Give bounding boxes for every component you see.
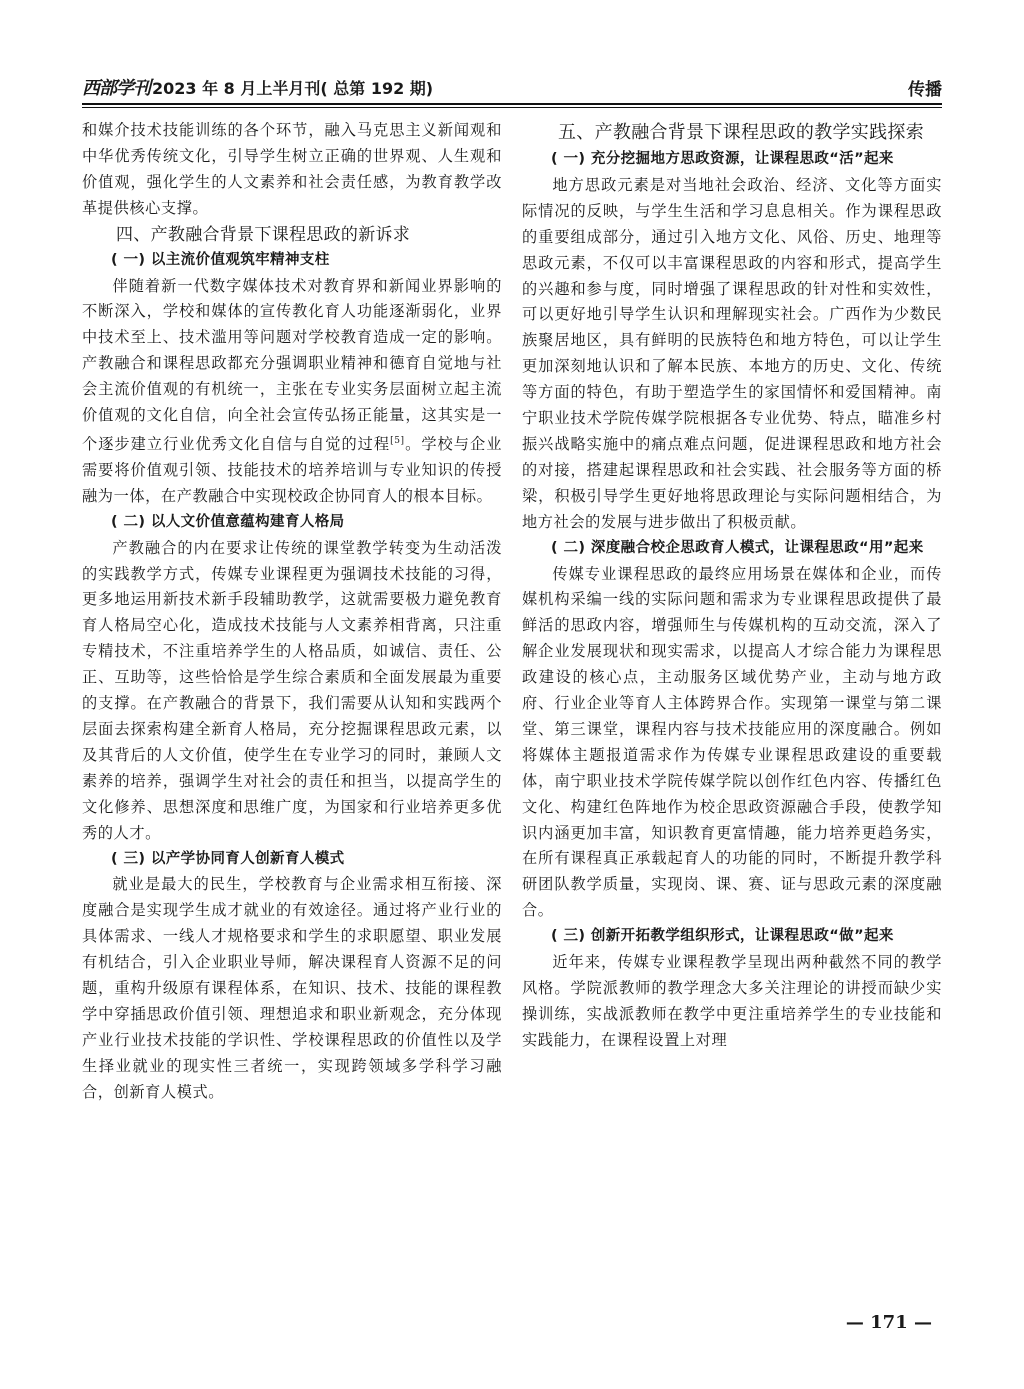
paragraph-text: 伴随着新一代数字媒体技术对教育界和新闻业界影响的不断深入，学校和媒体的宣传教化育人功能逐渐弱化，业界中技术至上、技术滥用等问题对学校教育造成一定的影响。产教融合和课程思政都充分强调职业精神和德育自觉地与社会主流价值观的有机统一，主张在专业实务层面树立起主流价值观的文化自信，向全社会宣传弘扬正能量，这其实是一个逐步建立行业优秀文化自信与自觉的过程 [82,276,502,454]
paragraph-text: 。学校与企业需要将价值观引领、技能技术的培养培训与专业知识的传授融为一体，在产教融合中实现校政企协同育人的根本目标。 [82,435,502,505]
subsection-heading: ( 三) 创新开拓教学组织形式，让课程思政“做”起来 [551,928,894,945]
paragraph: 和媒介技术技能训练的各个环节，融入马克思主义新闻观和中华优秀传统文化，引导学生树立正确的世界观、人生观和价值观，强化学生的人文素养和社会责任感，为教育教学改革提供核心支撑。 [82,121,502,217]
left-column [82,118,502,1106]
paragraph [82,274,502,510]
section-tag: 传播 [908,80,942,100]
subsection-heading: ( 一) 充分挖掘地方思政资源，让课程思政“活”起来 [551,151,894,167]
page-number: — 171 — [845,1312,932,1333]
masthead [82,74,433,100]
section-heading: 四、产教融合背景下课程思政的新诉求 [116,224,411,245]
subsection-heading: ( 一) 以主流价值观筑牢精神支柱 [111,251,330,268]
paragraph: 传媒专业课程思政的最终应用场景在媒体和企业，而传媒机构采编一线的实际问题和需求为专业课程思政提供了最鲜活的思政内容，增强师生与传媒机构的互动交流，深入了解企业发展现状和现实需求，以提高人才综合能力为课程思政建设的核心点，主动服务区域优势产业，主动与地方政府、行业企业等育人主体跨界合作。实现第一课堂与第二课堂、第三课堂，课程内容与技术技能应用的深度融合。例如将媒体主题报道需求作为传媒专业课程思政建设的重要载体，南宁职业技术学院传媒学院以创作红色内容、传播红色文化、构建红色阵地作为校企思政资源融合手段，使教学知识内涵更加丰富，知识教育更富情趣，能力培养更趋务实，在所有课程真正承载起育人的功能的同时，不断提升教学科研团队教学质量，实现岗、课、赛、证与思政元素的深度融合。 [522,564,942,920]
running-header [82,70,942,100]
journal-logo: 西部学刊 [82,78,150,99]
paragraph: 地方思政元素是对当地社会政治、经济、文化等方面实际情况的反映，与学生生活和学习息息相关。作为课程思政的重要组成部分，通过引入地方文化、风俗、历史、地理等思政元素，不仅可以丰富课程思政的内容和形式，提高学生的兴趣和参与度，同时增强了课程思政的针对性和实效性，可以更好地引导学生认识和理解现实社会。广西作为少数民族聚居地区，具有鲜明的民族特色和地方特色，可以让学生更加深刻地认识和了解本民族、本地方的历史、文化、传统等方面的特色，有助于塑造学生的家国情怀和爱国精神。南宁职业技术学院传媒学院根据各专业优势、特点，瞄准乡村振兴战略实施中的痛点难点问题，促进课程思政和地方社会的对接，搭建起课程思政和社会实践、社会服务等方面的桥梁，积极引导学生更好地将思政理论与实际问题相结合，为地方社会的发展与进步做出了积极贡献。 [522,175,942,531]
issue-info: 2023 年 8 月上半月刊( 总第 192 期) [152,79,434,98]
paragraph: 就业是最大的民生，学校教育与企业需求相互衔接、深度融合是实现学生成才就业的有效途径。通过将产业行业的具体需求、一线人才规格要求和学生的求职愿望、职业发展有机结合，引入企业职业导师，解决课程育人资源不足的问题，重构升级原有课程体系，在知识、技术、技能的课程教学中穿插思政价值引领、理想追求和职业新观念，充分体现产业行业技术技能的学识性、学校课程思政的价值性以及学生择业就业的现实性三者统一，实现跨领域多学科学习融合，创新育人模式。 [82,875,502,1101]
subsection-heading: ( 三) 以产学协同育人创新育人模式 [111,850,345,867]
paragraph: 产教融合的内在要求让传统的课堂教学转变为生动活泼的实践教学方式，传媒专业课程更为强调技术技能的习得，更多地运用新技术新手段辅助教学，这就需要极力避免教育育人格局空心化，造成技术技能与人文素养相背离，只注重专精技术，不注重培养学生的人格品质，如诚信、责任、公正、互助等，这些恰恰是学生综合素质和全面发展最为重要的支撑。在产教融合的背景下，我们需要从认知和实践两个层面去探索构建全新育人格局，充分挖掘课程思政元素，以及其背后的人文价值，使学生在专业学习的同时，兼顾人文素养的培养，强调学生对社会的责任和担当，以提高学生的文化修养、思想深度和思维广度，为国家和行业培养更多优秀的人才。 [82,538,502,842]
paragraph: 近年来，传媒专业课程教学呈现出两种截然不同的教学风格。学院派教师的教学理念大多关注理论的讲授而缺少实操训练，实战派教师在教学中更注重培养学生的专业技能和实践能力，在课程设置上对理 [522,953,942,1049]
header-rule [82,103,942,108]
subsection-heading: ( 二) 深度融合校企思政育人模式，让课程思政“用”起来 [551,539,924,556]
section-heading: 五、产教融合背景下课程思政的教学实践探索 [558,122,924,143]
right-column [522,118,942,1054]
subsection-heading: ( 二) 以人文价值意蕴构建育人格局 [111,513,345,530]
citation-ref: [5] [390,435,405,446]
